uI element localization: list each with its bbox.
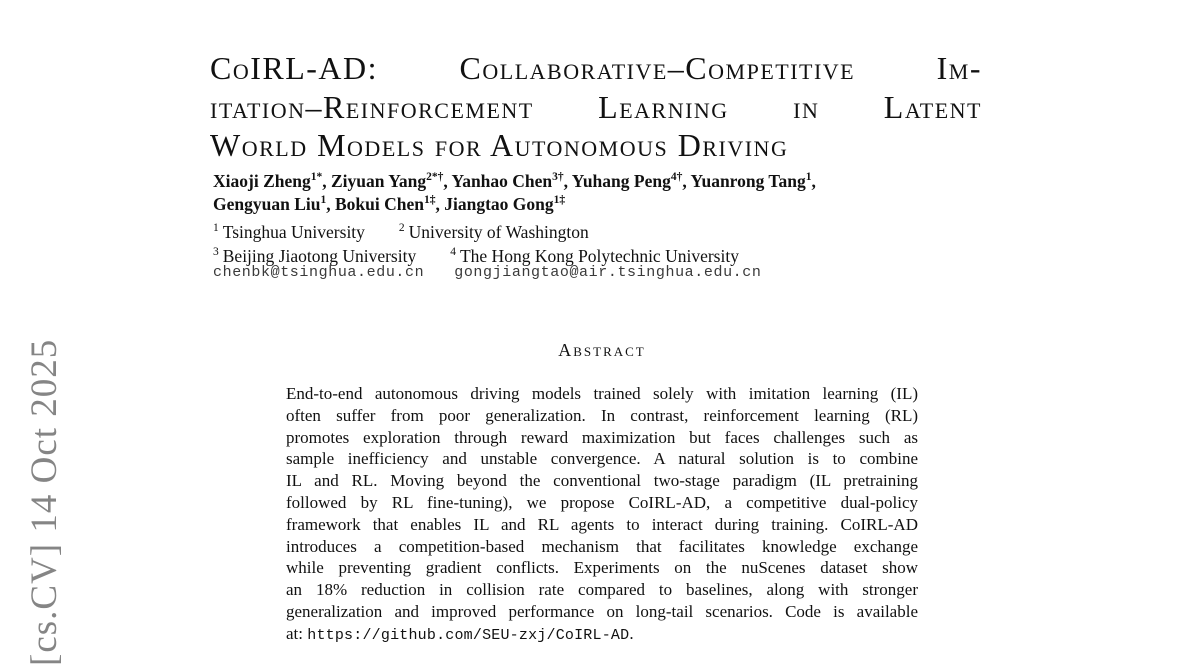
affiliation-marker: 1 [213,222,219,235]
abstract-line: generalization and improved performance on long-tail scenarios. Code is available [286,601,918,621]
author-affil-marker: 3† [552,171,564,184]
author-affil-marker: 1‡ [553,194,566,207]
email-address: gongjiangtao@air.tsinghua.edu.cn [454,264,762,281]
code-availability-prefix: at: [286,623,308,643]
abstract-line: promotes exploration through reward maximization but faces challenges such as [286,427,918,447]
abstract-line: introduces a competition-based mechanism that facilitates knowledge exchange [286,536,918,556]
affiliation: $^1$ Tsinghua University [213,222,365,242]
paper-title-line-1 [210,49,982,88]
abstract-line: End-to-end autonomous driving models trained solely with imitation learning (IL) [286,384,918,403]
title-word: Collaborative–Competitive [459,50,856,86]
author-list [213,170,993,216]
author-name: Yuanrong Tang$^1$, [690,171,816,191]
abstract-line: sample inefficiency and unstable convergence. A natural solution is to combine [286,449,918,469]
contact-emails [213,264,761,281]
github-repo-link[interactable]: https://github.com/SEU-zxj/CoIRL-AD [307,626,630,644]
title-word: itation–Reinforcement [210,88,534,125]
abstract-line: while preventing gradient conflicts. Experiments on the nuScenes dataset show [286,558,918,578]
title-word: in [793,88,820,125]
affiliation: $^2$ University of Washington [398,222,589,242]
affiliation-marker: 3 [213,245,219,258]
abstract-last-line [286,623,918,647]
author-name: Yanhao Chen$^{3\dagger}$, [451,171,572,191]
author-affil-marker: 2*† [426,171,444,184]
abstract-line: IL and RL. Moving beyond the conventional two-stage paradigm (IL pretraining [286,471,918,491]
title-word: Im- [936,50,982,86]
author-name: Xiaoji Zheng$^{1*}$, [213,171,331,191]
affiliation-marker: 2 [398,222,405,235]
author-affil-marker: 1 [805,171,812,184]
arxiv-stamp: [cs.CV] 14 Oct 2025 [24,338,65,666]
abstract-line: followed by RL fine-tuning), we propose CoIRL-AD, a competitive dual-policy [286,492,918,512]
affiliation: $^3$ Beijing Jiaotong University [213,245,417,266]
title-word: CoIRL-AD: [210,50,379,86]
author-name: Yuhang Peng$^{4\dagger}$, [571,171,691,191]
author-name: Bokui Chen$^{1\ddagger}$, [334,194,445,214]
abstract-line: an 18% reduction in collision rate compared to baselines, along with stronger [286,580,918,600]
author-affil-marker: 1* [310,171,323,184]
email-address: chenbk@tsinghua.edu.cn [213,264,425,281]
author-name: Ziyuan Yang$^{2*\dagger}$, [330,171,452,191]
abstract-body [286,383,918,647]
author-affil-marker: 4† [670,171,683,184]
affiliation: $^4$ The Hong Kong Polytechnic University [450,245,739,266]
author-affil-marker: 1 [320,194,327,207]
sentence-period: . [629,623,634,643]
abstract-heading: Abstract [558,340,646,360]
author-name: Jiangtao Gong$^{1\ddagger}$ [444,194,566,214]
abstract-line: framework that enables IL and RL agents to interact during training. CoIRL-AD [286,514,918,534]
affiliation-line-1 [213,221,993,245]
paper-title [210,49,982,165]
affiliation-list [213,221,993,268]
author-name: Gengyuan Liu$^1$, [213,194,335,214]
paper-title-line-2 [210,88,982,127]
title-word: Latent [883,88,982,125]
title-word: Learning [598,88,729,125]
author-affil-marker: 1‡ [423,194,436,207]
affiliation-marker: 4 [450,245,456,258]
author-line-1 [213,170,993,193]
author-line-2 [213,193,993,216]
abstract-line: often suffer from poor generalization. In contrast, reinforcement learning (RL) [286,405,918,425]
paper-title-line-3: World Models for Autonomous Driving [210,127,789,163]
